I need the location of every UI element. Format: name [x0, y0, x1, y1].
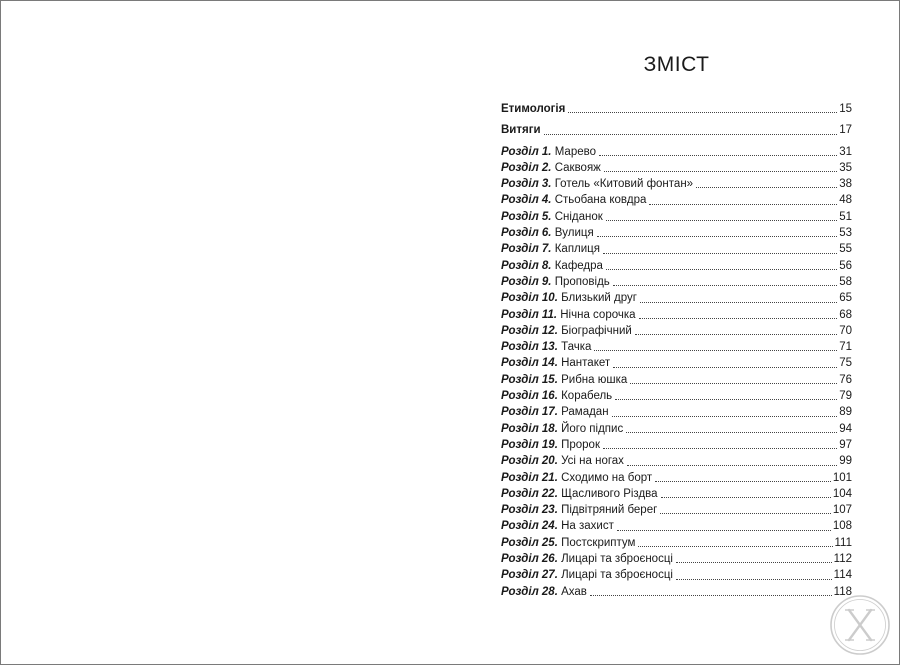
toc-entry: [501, 144, 852, 160]
toc-page-number: 99: [839, 455, 852, 468]
toc-page-number: 55: [839, 243, 852, 256]
toc-leader-dots: [627, 465, 837, 466]
toc-entry-label: [501, 192, 646, 208]
toc-leader-dots: [603, 253, 837, 254]
toc-entry: [501, 355, 852, 371]
toc-entry-label: [501, 176, 693, 192]
toc-page-number: 68: [839, 308, 852, 321]
toc-leader-dots: [544, 134, 838, 135]
toc-chapter-title: Усі на ногах: [561, 455, 624, 468]
toc-page-number: 70: [839, 324, 852, 337]
toc-entry-label: [501, 372, 627, 388]
toc-chapter-prefix: Розділ 27.: [501, 569, 558, 582]
toc-leader-dots: [615, 399, 837, 400]
toc-entry: [501, 437, 852, 453]
toc-entry-label: [501, 258, 603, 274]
toc-entry: [501, 290, 852, 306]
toc-entry-label: [501, 518, 614, 534]
toc-chapter-prefix: Розділ 22.: [501, 487, 558, 500]
toc-page-number: 31: [839, 145, 852, 158]
toc-page-number: 48: [839, 194, 852, 207]
toc-entry: [501, 584, 852, 600]
toc-entry-label: [501, 144, 596, 160]
toc-chapter-title: Саквояж: [554, 161, 601, 174]
toc-entry-label: [501, 535, 635, 551]
toc-entry: [501, 486, 852, 502]
toc-chapter-prefix: Розділ 18.: [501, 422, 558, 435]
toc-entry: [501, 274, 852, 290]
toc-chapter-title: Марево: [554, 145, 596, 158]
toc-page-number: 38: [839, 178, 852, 191]
toc-page-number: 35: [839, 161, 852, 174]
toc-leader-dots: [661, 497, 831, 498]
toc-leader-dots: [613, 367, 837, 368]
toc-entry: [501, 372, 852, 388]
toc-entry-label: [501, 160, 601, 176]
toc-entry-label: [501, 551, 673, 567]
toc-leader-dots: [630, 383, 837, 384]
toc-entry-label: [501, 567, 673, 583]
toc-leader-dots: [590, 595, 832, 596]
toc-chapter-title: Ахав: [561, 585, 587, 598]
toc-chapter-prefix: Розділ 8.: [501, 259, 552, 272]
toc-chapter-prefix: Розділ 4.: [501, 194, 552, 207]
toc-chapter-title: Підвітряний берег: [561, 504, 658, 517]
toc-page-number: 71: [839, 341, 852, 354]
toc-page-number: 112: [833, 553, 852, 566]
toc-page-number: 118: [833, 585, 852, 598]
toc-chapter-title: Нічна сорочка: [560, 308, 636, 321]
toc-entry-title: Етимологія: [501, 103, 566, 115]
toc-entry: [501, 404, 852, 420]
toc-chapter-prefix: Розділ 17.: [501, 406, 558, 419]
toc-chapter-prefix: Розділ 21.: [501, 471, 558, 484]
toc-page-number: 89: [839, 406, 852, 419]
toc-entry-label: [501, 404, 609, 420]
toc-chapter-prefix: Розділ 13.: [501, 341, 558, 354]
toc-chapter-prefix: Розділ 6.: [501, 227, 552, 240]
toc-leader-dots: [594, 350, 837, 351]
toc-leader-dots: [639, 318, 838, 319]
toc-entry-label: [501, 486, 658, 502]
toc-entry-label: [501, 101, 565, 117]
toc-entry: [501, 225, 852, 241]
toc-chapter-title: Корабель: [561, 390, 613, 403]
toc-entry-label: [501, 355, 610, 371]
toc-entry-label: [501, 225, 594, 241]
toc-leader-dots: [568, 112, 837, 113]
toc-entry: [501, 209, 852, 225]
toc-leader-dots: [604, 171, 837, 172]
toc-chapter-title: Рамадан: [561, 406, 609, 419]
toc-leader-dots: [655, 481, 831, 482]
toc-leader-dots: [635, 334, 837, 335]
toc-chapter-title: Щасливого Різдва: [561, 487, 658, 500]
toc-entry: [501, 453, 852, 469]
toc-page-number: 79: [839, 390, 852, 403]
toc-chapter-title: Нантакет: [561, 357, 611, 370]
toc-entry: [501, 258, 852, 274]
toc-page-number: 58: [839, 275, 852, 288]
toc-entry-label: [501, 584, 587, 600]
toc-page-number: 17: [839, 124, 852, 137]
toc-entry-title: Витяги: [501, 124, 541, 137]
toc-entry: [501, 241, 852, 257]
toc-entry-label: [501, 290, 637, 306]
toc-entry-label: [501, 502, 657, 518]
toc-entry: [501, 567, 852, 583]
toc-page-number: 65: [839, 292, 852, 305]
toc-leader-dots: [603, 448, 837, 449]
toc-page-number: 56: [839, 259, 852, 272]
toc-chapter-prefix: Розділ 25.: [501, 536, 558, 549]
toc-chapter-title: Каплиця: [554, 243, 600, 256]
toc-chapter-prefix: Розділ 12.: [501, 324, 558, 337]
toc-page-number: 111: [834, 536, 852, 549]
toc-entry: [501, 323, 852, 339]
toc-entry: [501, 307, 852, 323]
toc-chapter-title: На захист: [561, 520, 614, 533]
toc-entry-label: [501, 241, 600, 257]
toc-entry: [501, 176, 852, 192]
toc-chapter-title: Сніданок: [554, 210, 603, 223]
toc-page-number: 51: [839, 210, 852, 223]
toc-entry: [501, 339, 852, 355]
toc-chapter-prefix: Розділ 9.: [501, 275, 552, 288]
toc-entry: [501, 160, 852, 176]
toc-chapter-prefix: Розділ 14.: [501, 357, 558, 370]
toc-leader-dots: [599, 155, 837, 156]
toc-entry: [501, 535, 852, 551]
toc-chapter-title: Лицарі та зброєносці: [561, 569, 673, 582]
toc-chapter-prefix: Розділ 3.: [501, 178, 552, 191]
toc-page-number: 53: [839, 227, 852, 240]
toc-entry-label: [501, 122, 541, 138]
toc-chapter-title: Близький друг: [561, 292, 637, 305]
toc-leader-dots: [617, 530, 831, 531]
toc-leader-dots: [606, 269, 837, 270]
toc-chapter-prefix: Розділ 5.: [501, 210, 552, 223]
toc-page-number: 104: [832, 487, 852, 500]
toc-entry-label: [501, 437, 600, 453]
toc-leader-dots: [660, 513, 831, 514]
toc-entry: [501, 122, 852, 138]
toc-leader-dots: [612, 416, 838, 417]
toc-chapter-title: Кафедра: [554, 259, 603, 272]
toc-leader-dots: [626, 432, 837, 433]
toc-entry-label: [501, 388, 612, 404]
toc-chapter-prefix: Розділ 20.: [501, 455, 558, 468]
toc-entry: [501, 502, 852, 518]
toc-chapter-prefix: Розділ 11.: [501, 308, 558, 321]
toc-chapter-title: Готель «Китовий фонтан»: [554, 178, 694, 191]
toc-chapter-title: Рибна юшка: [561, 373, 628, 386]
toc-chapter-title: Стьобана ковдра: [554, 194, 647, 207]
toc-leader-dots: [638, 546, 832, 547]
toc-chapter-title: Вулиця: [554, 227, 594, 240]
toc-chapter-prefix: Розділ 24.: [501, 520, 558, 533]
toc-entry: [501, 101, 852, 117]
x-seal-icon: [829, 594, 891, 656]
toc-page-number: 94: [839, 422, 852, 435]
toc-entry: [501, 192, 852, 208]
toc-chapter-prefix: Розділ 28.: [501, 585, 558, 598]
toc-page-number: 75: [839, 357, 852, 370]
toc-chapter-title: Його підпис: [561, 422, 624, 435]
toc-chapter-prefix: Розділ 26.: [501, 553, 558, 566]
toc-page-number: 101: [832, 471, 852, 484]
toc-chapter-title: Тачка: [561, 341, 592, 354]
toc-entry-label: [501, 453, 624, 469]
toc-chapter-prefix: Розділ 10.: [501, 292, 558, 305]
toc-chapter-prefix: Розділ 19.: [501, 438, 558, 451]
toc-entry-label: [501, 209, 603, 225]
toc-page-number: 107: [832, 504, 852, 517]
toc-entry-label: [501, 307, 636, 323]
toc-entry-label: [501, 323, 632, 339]
toc-chapter-prefix: Розділ 1.: [501, 145, 552, 158]
toc-page-number: 108: [832, 520, 852, 533]
toc-chapter-prefix: Розділ 23.: [501, 504, 558, 517]
toc-chapter-title: Пророк: [561, 438, 600, 451]
toc-page-number: 114: [833, 569, 852, 582]
toc-leader-dots: [606, 220, 837, 221]
toc-entry-label: [501, 421, 623, 437]
toc-chapter-prefix: Розділ 7.: [501, 243, 552, 256]
toc-entry: [501, 470, 852, 486]
toc-page-number: 76: [839, 373, 852, 386]
toc-chapter-prefix: Розділ 2.: [501, 161, 552, 174]
toc-chapter-title: Біографічний: [561, 324, 632, 337]
toc-leader-dots: [597, 236, 837, 237]
toc-chapter-title: Лицарі та зброєносці: [561, 553, 673, 566]
page-title: ЗМІСТ: [643, 53, 710, 76]
toc-entry: [501, 518, 852, 534]
toc-page-number: 15: [839, 103, 852, 115]
toc-entry: [501, 421, 852, 437]
toc-entry: [501, 551, 852, 567]
toc-leader-dots: [649, 204, 837, 205]
toc-leader-dots: [676, 562, 832, 563]
toc-leader-dots: [613, 285, 837, 286]
toc-chapter-prefix: Розділ 15.: [501, 373, 558, 386]
toc-entry-label: [501, 274, 610, 290]
toc-chapter-title: Постскриптум: [561, 536, 636, 549]
toc-leader-dots: [696, 187, 837, 188]
toc-chapter-title: Сходимо на борт: [561, 471, 653, 484]
table-of-contents: [501, 101, 852, 600]
toc-leader-dots: [676, 579, 832, 580]
toc-entry-label: [501, 339, 591, 355]
toc-entry: [501, 388, 852, 404]
toc-leader-dots: [640, 302, 837, 303]
toc-chapter-title: Проповідь: [554, 275, 610, 288]
toc-chapter-prefix: Розділ 16.: [501, 390, 558, 403]
toc-page-number: 97: [839, 438, 852, 451]
toc-entry-label: [501, 470, 652, 486]
